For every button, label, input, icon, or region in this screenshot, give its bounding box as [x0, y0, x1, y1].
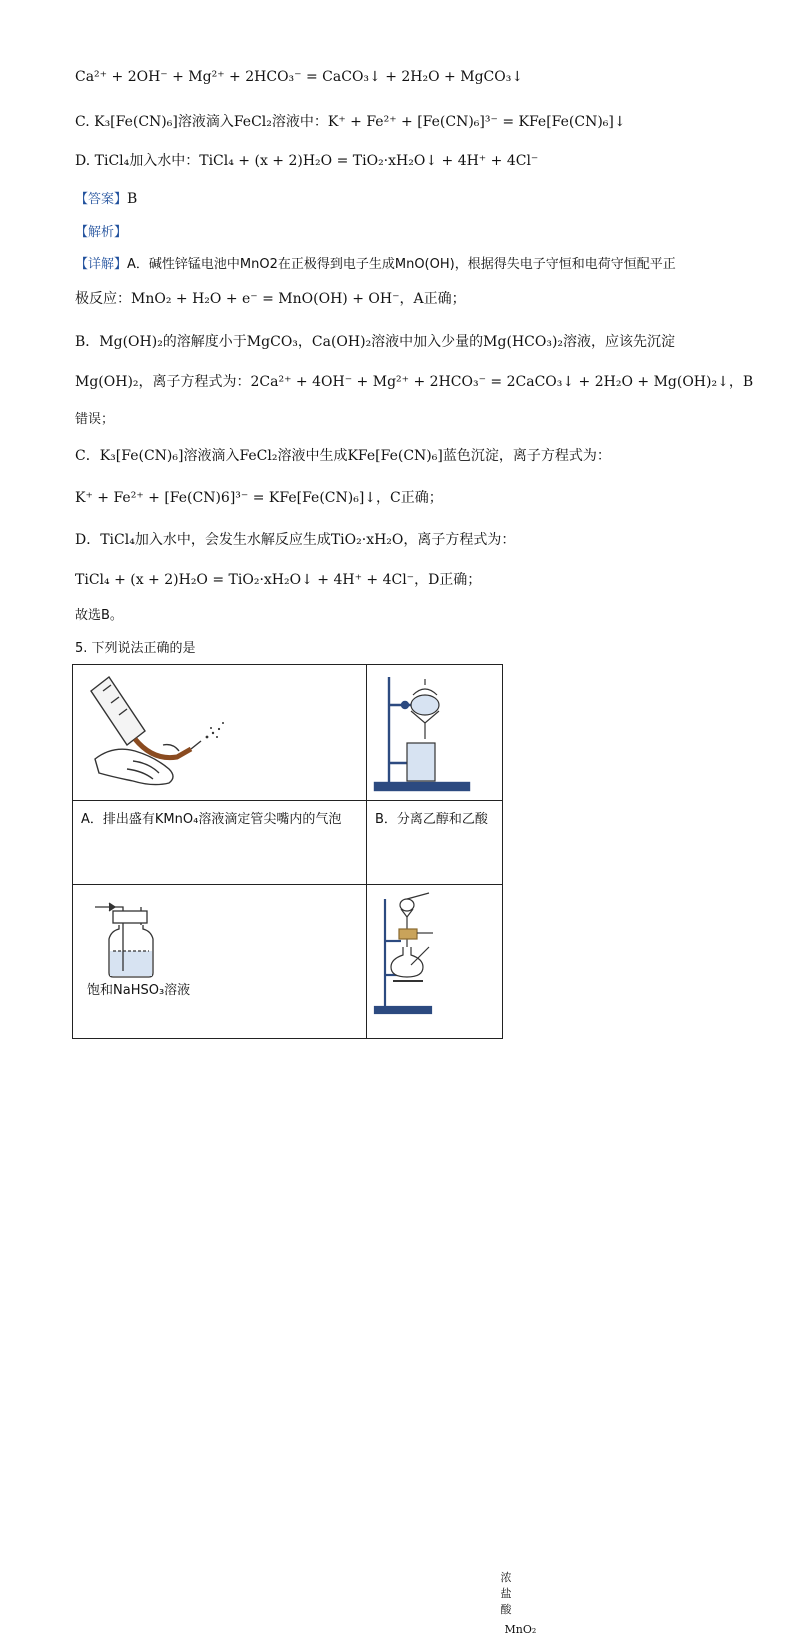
equation-line-1: Ca²⁺ + 2OH⁻ + Mg²⁺ + 2HCO₃⁻ = CaCO₃↓ + 2H₂O + MgCO₃↓ — [75, 69, 524, 85]
option-d-line: D. TiCl₄加入水中：TiCl₄ + (x + 2)H₂O = TiO₂·xH₂O↓ + 4H⁺ + 4Cl⁻ — [75, 153, 539, 169]
burette-bubble-figure — [73, 665, 365, 799]
bottle-solution-label: 饱和NaHSO₃溶液 — [87, 983, 191, 998]
answer-line — [75, 188, 137, 211]
mno2-label: MnO₂ — [504, 1622, 537, 1636]
question-5-title: 5. 下列说法正确的是 — [75, 641, 196, 656]
figure-d-cell — [367, 885, 537, 1636]
detail-line-1 — [75, 254, 676, 276]
detail-line-b3: 错误； — [75, 412, 115, 427]
detail-text-a: A．碱性锌锰电池中MnO2在正极得到电子生成MnO(OH)，根据得失电子守恒和电荷守恒配平正 — [127, 257, 676, 272]
detail-line-c1: C．K₃[Fe(CN)₆]溶液滴入FeCl₂溶液中生成KFe[Fe(CN)₆]蓝色沉淀，离子方程式为： — [75, 448, 611, 464]
options-table — [72, 664, 537, 1636]
detail-tag: 【详解】 — [75, 257, 128, 272]
detail-line-2: 极反应：MnO₂ + H₂O + e⁻ = MnO(OH) + OH⁻，A正确； — [75, 291, 466, 307]
chlorine-generator-figure — [367, 885, 501, 1019]
figure-c-cell — [73, 885, 367, 1039]
detail-line-b1: B．Mg(OH)₂的溶解度小于MgCO₃，Ca(OH)₂溶液中加入少量的Mg(HCO₃)₂溶液，应该先沉淀 — [75, 334, 676, 350]
answer-tag: 【答案】 — [75, 192, 128, 207]
figure-a-cell — [73, 665, 367, 801]
gas-washing-bottle-figure — [73, 885, 365, 1019]
option-c-line: C. K₃[Fe(CN)₆]溶液滴入FeCl₂溶液中：K⁺ + Fe²⁺ + [Fe(CN)₆]³⁻ = KFe[Fe(CN)₆]↓ — [75, 114, 626, 130]
acid-label: 浓盐酸 — [500, 1570, 512, 1616]
analysis-tag: 【解析】 — [75, 225, 128, 240]
detail-line-c2: K⁺ + Fe²⁺ + [Fe(CN)6]³⁻ = KFe[Fe(CN)₆]↓，C正确； — [75, 490, 443, 506]
figure-b-cell — [367, 665, 503, 801]
detail-line-d1: D．TiCl₄加入水中，会发生水解反应生成TiO₂·xH₂O，离子方程式为： — [75, 532, 516, 548]
option-a-caption: A．排出盛有KMnO₄溶液滴定管尖嘴内的气泡 — [73, 801, 367, 885]
analysis-tag-line — [75, 221, 127, 244]
separatory-funnel-figure — [367, 665, 501, 799]
option-b-caption: B．分离乙醇和乙酸 — [367, 801, 503, 885]
detail-line-d2: TiCl₄ + (x + 2)H₂O = TiO₂·xH₂O↓ + 4H⁺ + 4Cl⁻，D正确； — [75, 572, 482, 588]
detail-line-b2: Mg(OH)₂，离子方程式为：2Ca²⁺ + 4OH⁻ + Mg²⁺ + 2HCO₃⁻ = 2CaCO₃↓ + 2H₂O + Mg(OH)₂↓，B — [75, 374, 754, 390]
conclusion-line: 故选B。 — [75, 608, 123, 623]
answer-value: B — [127, 191, 138, 207]
